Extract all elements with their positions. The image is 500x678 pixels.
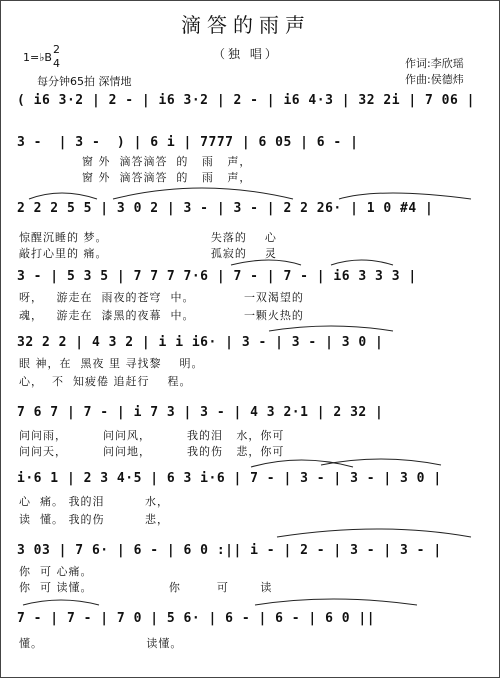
lyric-line: 魂， 游走在 漆黑的夜幕 中。 一颗火热的 [19, 309, 304, 322]
slur-arc [23, 600, 99, 605]
notation-line: 7 6 7 | 7 - | i 7 3 | 3 - | 4 3 2·1 | 2 32 | [17, 405, 384, 420]
time-signature-top: 2 [53, 43, 60, 56]
score-title: 滴答的雨声 [181, 13, 311, 37]
notation-line: 3 03 | 7 6· | 6 - | 6 0 :|| i - | 2 - | 3 - | 3 - | [17, 543, 442, 558]
slur-arc [251, 460, 353, 467]
lyric-line: 问问天， 问问地， 我的伤 悲，你可 [19, 445, 285, 458]
slur-arcs [1, 1, 499, 677]
lyricist-credit: 作词:李欣瑶 [405, 57, 464, 70]
notation-line: 32 2 2 | 4 3 2 | i i i6· | 3 - | 3 - | 3 0 | [17, 335, 384, 350]
score-subtitle: （独 唱） [213, 47, 280, 61]
notation-line: 3 - | 3 - ) | 6 i | 7777 | 6 05 | 6 - | [17, 135, 359, 150]
slur-arc [113, 188, 293, 199]
key-signature: 1=♭B [23, 51, 52, 64]
lyric-line: 敲打心里的 痛。 孤寂的 灵 [19, 247, 277, 260]
slur-arc [331, 260, 393, 265]
time-signature-bottom: 4 [53, 57, 60, 70]
tempo-marking: 每分钟65拍 深情地 [37, 75, 132, 88]
lyric-line: 心 痛。 我的泪 水， [19, 495, 169, 508]
notation-line: ( i6 3·2 | 2 - | i6 3·2 | 2 - | i6 4·3 | 32 2i | 7 06 | [17, 93, 475, 108]
lyric-line: 惊醒沉睡的 梦。 失落的 心 [19, 231, 277, 244]
lyric-line: 你 可 读懂。 你 可 读 [19, 581, 273, 594]
notation-line: i·6 1 | 2 3 4·5 | 6 3 i·6 | 7 - | 3 - | 3 - | 3 0 | [17, 471, 442, 486]
notation-line: 3 - | 5 3 5 | 7 7 7 7·6 | 7 - | 7 - | i6 3 3 3 | [17, 269, 417, 284]
slur-arc [269, 326, 393, 331]
composer-credit: 作曲:侯德炜 [405, 73, 464, 86]
slur-arc [277, 529, 471, 537]
notation-line: 2 2 2 5 5 | 3 0 2 | 3 - | 3 - | 2 2 26· | 1 0 #4 | [17, 201, 434, 216]
lyric-line: 懂。 读懂。 [19, 637, 183, 650]
lyric-line: 问问雨， 问问风， 我的泪 水，你可 [19, 429, 285, 442]
slur-arc [29, 193, 97, 199]
slur-arc [231, 260, 301, 265]
lyric-line: 心， 不 知疲倦 追赶行 程。 [19, 375, 192, 388]
notation-line: 7 - | 7 - | 7 0 | 5 6· | 6 - | 6 - | 6 0 || [17, 611, 376, 626]
lyric-line: 窗 外 滴答滴答 的 雨 声， [19, 171, 252, 184]
lyric-line: 窗 外 滴答滴答 的 雨 声， [19, 155, 252, 168]
slur-arc [339, 193, 471, 199]
lyric-line: 眼 神，在 黑夜 里 寻找黎 明。 [19, 357, 204, 370]
slur-arc [255, 599, 417, 605]
lyric-line: 你 可 心痛。 [19, 565, 93, 578]
lyric-line: 读 懂。 我的伤 悲， [19, 513, 169, 526]
lyric-line: 呀， 游走在 雨夜的苍穹 中。 一双渴望的 [19, 291, 304, 304]
